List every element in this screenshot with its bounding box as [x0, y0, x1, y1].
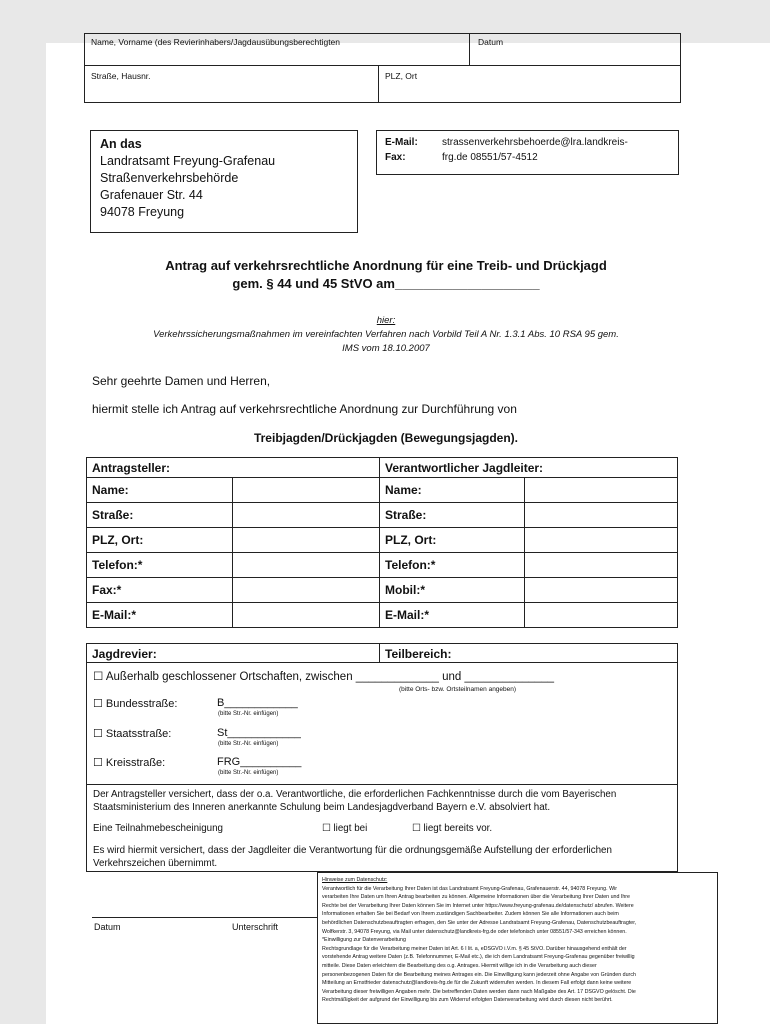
- applicant-field-label: Straße:: [86, 502, 233, 528]
- header-date-field[interactable]: [469, 33, 681, 66]
- subtitle-hier: hier:: [376, 315, 396, 326]
- recipient-address-box: [90, 130, 358, 233]
- header-date-label: Datum: [478, 37, 504, 47]
- form-subtitle: [46, 314, 726, 356]
- letter-bold: Treibjagden/Drückjagden (Bewegungsjagden).: [253, 431, 519, 445]
- signature-line[interactable]: [92, 917, 317, 918]
- title-line-1: Antrag auf verkehrsrechtliche Anordnung für eine Treib- und Drückjagd: [165, 258, 607, 273]
- contact-email-value: strassenverkehrsbehoerde@lra.landkreis-: [442, 137, 628, 148]
- table2-right-header: Teilbereich:: [379, 643, 678, 663]
- applicant-field-input[interactable]: [232, 602, 380, 628]
- contact-email-label: E-Mail:: [385, 137, 418, 148]
- table1-left-header: Antragsteller:: [86, 457, 380, 478]
- leader-field-label: Straße:: [379, 502, 525, 528]
- address-line-3: Straßenverkehrsbehörde: [100, 171, 239, 185]
- leader-field-input[interactable]: [524, 577, 678, 603]
- privacy-line: Verantwortlich für die Verarbeitung Ihrer Daten ist das Landratsamt Freyung-Grafenau, Grafenauerstr. 44, 94078 Freyung. Wir: [322, 885, 618, 892]
- title-line-2: gem. § 44 und 45 StVO am____________________: [232, 276, 540, 291]
- leader-field-label: PLZ, Ort:: [379, 527, 525, 553]
- leader-field-input[interactable]: [524, 527, 678, 553]
- applicant-field-input[interactable]: [232, 527, 380, 553]
- applicant-field-label: Fax:*: [86, 577, 233, 603]
- header-plz-field[interactable]: [378, 65, 681, 103]
- privacy-line: personenbezogenen Daten für die Bearbeitung meines Antrages ein. Die Einwilligung kann jederzeit ohne Angabe von Gründen durch: [322, 971, 636, 978]
- header-name-field[interactable]: [84, 33, 470, 66]
- table2-body: [86, 662, 678, 785]
- contact-box: [376, 130, 679, 175]
- staatsstrasse-checkbox[interactable]: ☐ Staatsstraße:: [93, 728, 172, 740]
- header-street-field[interactable]: [84, 65, 379, 103]
- applicant-field-label: E-Mail:*: [86, 602, 233, 628]
- kreisstrasse-hint: (bitte Str.-Nr. einfügen): [218, 770, 279, 776]
- leader-field-input[interactable]: [524, 502, 678, 528]
- privacy-line: Rechtmäßigkeit der aufgrund der Einwilligung bis zum Widerruf erfolgten Datenverarbeitung wird durch diesen nicht berührt.: [322, 997, 613, 1004]
- leader-field-label: Telefon:*: [379, 552, 525, 578]
- privacy-line: Rechtsgrundlage für die Verarbeitung meiner Daten ist Art. 6 I lit. a, eDSGVO i.V.m. § 45 StVO. Darüber hinausgehend enthält der: [322, 945, 627, 952]
- address-line-1: An das: [100, 137, 142, 151]
- letter-body: hiermit stelle ich Antrag auf verkehrsrechtliche Anordnung zur Durchführung von: [92, 402, 517, 416]
- address-line-2: Landratsamt Freyung-Grafenau: [100, 154, 276, 168]
- privacy-line: *Einwilligung zur Datenverarbeitung: [322, 937, 406, 944]
- applicant-field-label: Telefon:*: [86, 552, 233, 578]
- header-name-label: Name, Vorname (des Revierinhabers/Jagdausübungsberechtigten: [91, 37, 341, 47]
- declaration-line-1: Der Antragsteller versichert, dass der o.a. Verantwortliche, die erforderlichen Fachkenntnisse durch die vom Bayerischen: [93, 789, 617, 800]
- privacy-line: mitteile. Diese Daten erleichtern die Bearbeitung des o.g. Antrages. Hiermit willige ich in die Verarbeitung auch dieser: [322, 962, 597, 969]
- signature-sign-label: Unterschrift: [232, 922, 279, 932]
- leader-field-label: E-Mail:*: [379, 602, 525, 628]
- table2-left-header: Jagdrevier:: [86, 643, 380, 663]
- assurance-line-2: Verkehrszeichen übernimmt.: [93, 858, 218, 869]
- privacy-notice-box: [317, 872, 718, 1024]
- privacy-line: Mitteilung an Ernstfrieder datenschutz@landkreis-frg.de für die Zukunft widerrufen werden. In diesem Fall erfolgt dann keine weitere: [322, 980, 632, 987]
- participation-option-existing[interactable]: ☐ liegt bereits vor.: [412, 823, 493, 834]
- leader-field-input[interactable]: [524, 477, 678, 503]
- contact-fax-label: Fax:: [385, 152, 406, 163]
- address-line-5: 94078 Freyung: [100, 205, 185, 219]
- kreisstrasse-value[interactable]: FRG__________: [217, 756, 302, 768]
- contact-fax-value: frg.de 08551/57-4512: [442, 152, 538, 163]
- leader-field-input[interactable]: [524, 602, 678, 628]
- outside-localities-checkbox[interactable]: ☐ Außerhalb geschlossener Ortschaften, zwischen _____________ und ______________: [93, 671, 555, 683]
- leader-field-input[interactable]: [524, 552, 678, 578]
- privacy-line: vorstehende Antrag weitere Daten (z.B. Telefonnummer, E-Mail etc.), die ich dem Landratsamt Freyung-Grafenau gegenüber freiwillig: [322, 954, 635, 961]
- privacy-line: behördlichen Datenschutzbeauftragten erfragen, den Sie unter der Adresse Landratsamt Freyung-Grafenau, Datenschutzbeauftragter,: [322, 919, 637, 926]
- declaration-box: [86, 784, 678, 872]
- privacy-line: Wolfkerstr. 3, 94078 Freyung, via Mail unter datenschutz@landkreis-frg.de oder telefonisch unter 08551/57-343 erreichen können.: [322, 928, 627, 935]
- signature-date-label: Datum: [94, 922, 121, 932]
- applicant-field-input[interactable]: [232, 552, 380, 578]
- participation-label: Eine Teilnahmebescheinigung: [93, 823, 223, 834]
- applicant-field-label: Name:: [86, 477, 233, 503]
- privacy-line: Verarbeitung dieser freiwilligen Angaben mehr. Die betreffenden Daten werden dann nach Maßgabe des Art. 17 DSGVO gelöscht. Die: [322, 988, 636, 995]
- privacy-line: Informationen erhalten Sie bei Bedarf von Ihrem zuständigen Sachbearbeiter. Zudem können Sie alle Informationen auch beim: [322, 911, 619, 918]
- kreisstrasse-checkbox[interactable]: ☐ Kreisstraße:: [93, 757, 166, 769]
- bundesstrasse-value[interactable]: B____________: [217, 697, 298, 709]
- letter-greeting: Sehr geehrte Damen und Herren,: [92, 374, 271, 388]
- applicant-field-input[interactable]: [232, 477, 380, 503]
- bundesstrasse-hint: (bitte Str.-Nr. einfügen): [218, 711, 279, 717]
- address-line-4: Grafenauer Str. 44: [100, 188, 203, 202]
- header-plz-label: PLZ, Ort: [385, 71, 418, 81]
- privacy-line: verarbeiten Ihre Daten um Ihren Antrag bearbeiten zu können. Allgemeine Informationen über die Verarbeitung Ihrer Daten und Ihre: [322, 894, 631, 901]
- applicant-field-input[interactable]: [232, 577, 380, 603]
- form-title: [46, 257, 726, 293]
- applicant-field-input[interactable]: [232, 502, 380, 528]
- table1-right-header: Verantwortlicher Jagdleiter:: [379, 457, 678, 478]
- assurance-line-1: Es wird hiermit versichert, dass der Jagdleiter die Verantwortung für die ordnungsgemäße Aufstellung der erforderlichen: [93, 845, 612, 856]
- privacy-heading: Hinweise zum Datenschutz:: [322, 877, 388, 883]
- outside-localities-hint: (bitte Orts- bzw. Ortsteilnamen angeben): [399, 686, 517, 693]
- applicant-field-label: PLZ, Ort:: [86, 527, 233, 553]
- staatsstrasse-hint: (bitte Str.-Nr. einfügen): [218, 741, 279, 747]
- privacy-line: Rechte bei der Verarbeitung Ihrer Daten können Sie im Internet unter https://www.freyung-grafenau.de/datenschutz/ abrufen. Weitere: [322, 902, 634, 909]
- subtitle-line-2: IMS vom 18.10.2007: [342, 343, 430, 354]
- header-street-label: Straße, Hausnr.: [91, 71, 151, 81]
- subtitle-line-1: Verkehrssicherungsmaßnahmen im vereinfachten Verfahren nach Vorbild Teil A Nr. 1.3.1 Abs. 10 RSA 95 gem.: [153, 329, 619, 340]
- staatsstrasse-value[interactable]: St____________: [217, 727, 301, 739]
- form-page: [46, 37, 770, 1024]
- bundesstrasse-checkbox[interactable]: ☐ Bundesstraße:: [93, 698, 178, 710]
- participation-option-attached[interactable]: ☐ liegt bei: [322, 823, 368, 834]
- leader-field-label: Mobil:*: [379, 577, 525, 603]
- leader-field-label: Name:: [379, 477, 525, 503]
- declaration-line-2: Staatsministerium des Inneren anerkannte Schulung beim Landesjagdverband Bayern e.V. absolviert hat.: [93, 802, 551, 813]
